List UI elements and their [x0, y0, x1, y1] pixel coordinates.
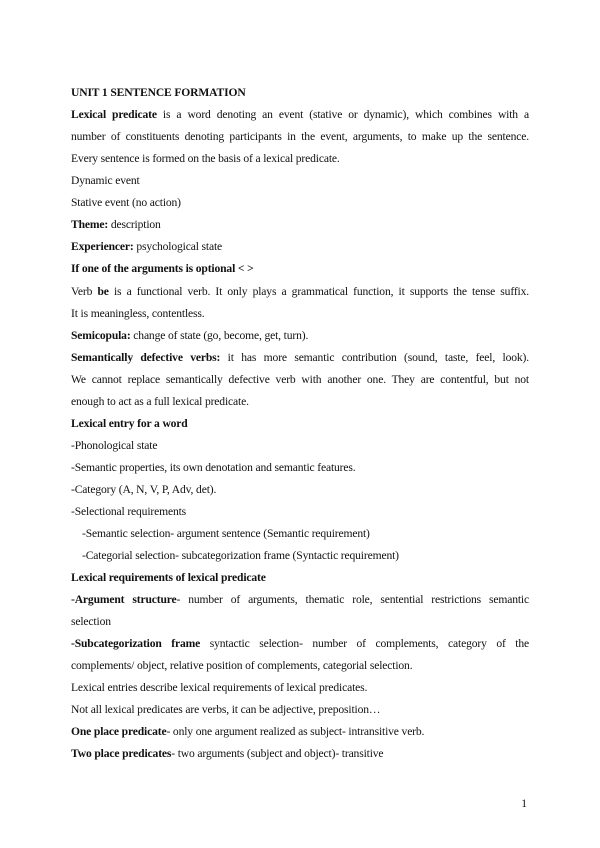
sub-list-item: -Semantic selection- argument sentence (Semantic requirement)	[82, 527, 370, 540]
lexical-requirements-heading: Lexical requirements of lexical predicate	[71, 571, 266, 584]
lexical-predicate-definition-line2: number of constituents denoting participants in the event, arguments, to make up the sentence.	[71, 130, 529, 143]
list-item: -Category (A, N, V, P, Adv, det).	[71, 483, 217, 496]
unit-title: UNIT 1 SENTENCE FORMATION	[71, 86, 246, 99]
lexical-entries-note: Lexical entries describe lexical requirements of lexical predicates.	[71, 681, 368, 694]
term-be: be	[97, 285, 109, 298]
sub-list-item: -Categorial selection- subcategorization frame (Syntactic requirement)	[82, 549, 399, 562]
term-theme: Theme:	[71, 218, 109, 231]
verb-be-line2: It is meaningless, contentless.	[71, 307, 205, 320]
stative-event: Stative event (no action)	[71, 196, 181, 209]
defective-verbs-line1: Semantically defective verbs: it has more semantic contribution (sound, taste, feel, look).	[71, 351, 529, 364]
argument-structure-line1: -Argument structure- number of arguments, thematic role, sentential restrictions semantic	[71, 593, 529, 606]
argument-structure-line2: selection	[71, 615, 111, 628]
defective-verbs-line2: We cannot replace semantically defective verb with another one. They are contentful, but not	[71, 373, 529, 386]
theme-line: Theme: description	[71, 218, 161, 231]
term-defective-verbs: Semantically defective verbs:	[71, 351, 221, 364]
subcategorization-line2: complements/ object, relative position of complements, categorial selection.	[71, 659, 413, 672]
term-argument-structure: -Argument structure	[71, 593, 177, 606]
experiencer-line: Experiencer: psychological state	[71, 240, 223, 253]
two-place-predicate-line: Two place predicates- two arguments (subject and object)- transitive	[71, 747, 384, 760]
optional-argument-note: If one of the arguments is optional < >	[71, 262, 254, 275]
term-one-place-predicate: One place predicate	[71, 725, 167, 738]
not-all-predicates-note: Not all lexical predicates are verbs, it can be adjective, preposition…	[71, 703, 381, 716]
term-experiencer: Experiencer:	[71, 240, 134, 253]
dynamic-event: Dynamic event	[71, 174, 140, 187]
list-item: -Phonological state	[71, 439, 158, 452]
one-place-predicate-line: One place predicate- only one argument realized as subject- intransitive verb.	[71, 725, 425, 738]
lexical-entry-heading: Lexical entry for a word	[71, 417, 188, 430]
term-subcategorization-frame: -Subcategorization frame	[71, 637, 201, 650]
defective-verbs-line3: enough to act as a full lexical predicate.	[71, 395, 249, 408]
list-item: -Semantic properties, its own denotation and semantic features.	[71, 461, 356, 474]
list-item: -Selectional requirements	[71, 505, 187, 518]
page-number: 1	[521, 797, 527, 810]
term-semicopula: Semicopula:	[71, 329, 131, 342]
lexical-predicate-definition-line3: Every sentence is formed on the basis of a lexical predicate.	[71, 152, 340, 165]
semicopula-line: Semicopula: change of state (go, become, get, turn).	[71, 329, 309, 342]
term-lexical-predicate: Lexical predicate	[71, 108, 157, 121]
term-two-place-predicates: Two place predicates	[71, 747, 172, 760]
subcategorization-line1: -Subcategorization frame syntactic selection- number of complements, category of the	[71, 637, 530, 650]
lexical-predicate-definition-line1: Lexical predicate is a word denoting an event (stative or dynamic), which combines with a	[71, 108, 530, 121]
verb-be-line1: Verb be is a functional verb. It only plays a grammatical function, it supports the tense suffix.	[71, 285, 529, 298]
